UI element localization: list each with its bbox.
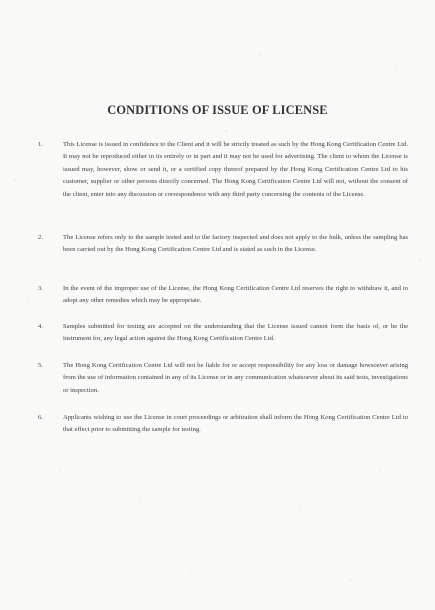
clause-number: 1. xyxy=(38,141,43,148)
clause-number: 2. xyxy=(38,234,43,241)
clause-number: 6. xyxy=(38,414,43,421)
clause-number: 5. xyxy=(38,362,43,369)
clause-text: The Hong Kong Certification Centre Ltd will not be liable for or accept responsibility for any loss or damage howsoever arising from the use of information contained in any of its License or in any communication whatsoever about its said tests, investigations or inspection. xyxy=(63,362,408,394)
clause-number: 3. xyxy=(38,285,43,292)
clause-text: This License is issued in confidence to the Client and it will be strictly treated as such by the Hong Kong Certification Centre Ltd. It may not be reproduced either in its entirely or in part and it may not be used for advertising. The client to whom the License is issued may, however, show or send it, or a certified copy thereof prepared by the Hong Kong Certification Centre Ltd to his customer, supplier or other persons directly concerned. The Hong Kong Certification Centre Ltd will not, without the consent of the client, enter into any discussion or correspondence with any third party concerning the contents of the License. xyxy=(63,141,408,198)
clause-text: The License refers only to the sample tested and to the factory inspected and does not apply to the bulk, unless the sampling has been carried out by the Hong Kong Certification Centre Ltd and is stated as such in the License. xyxy=(63,234,408,254)
clause-text: Samples submitted for testing are accepted on the understanding that the License issued cannot form the basis of, or be the instrument for, any legal action against the Hong Kong Certification Centre Ltd. xyxy=(63,323,408,343)
clause-text: Applicants wishing to use the License in court proceedings or arbitration shall inform the Hong Kong Certification Centre Ltd to that effect prior to submitting the sample for testing. xyxy=(63,414,408,434)
clause-text: In the event of the improper use of the License, the Hong Kong Certification Centre Ltd reserves the right to withdraw it, and to adopt any other remedies which may be appropriate. xyxy=(63,285,408,305)
page-title: CONDITIONS OF ISSUE OF LICENSE xyxy=(107,103,328,117)
clause-number: 4. xyxy=(38,323,43,330)
